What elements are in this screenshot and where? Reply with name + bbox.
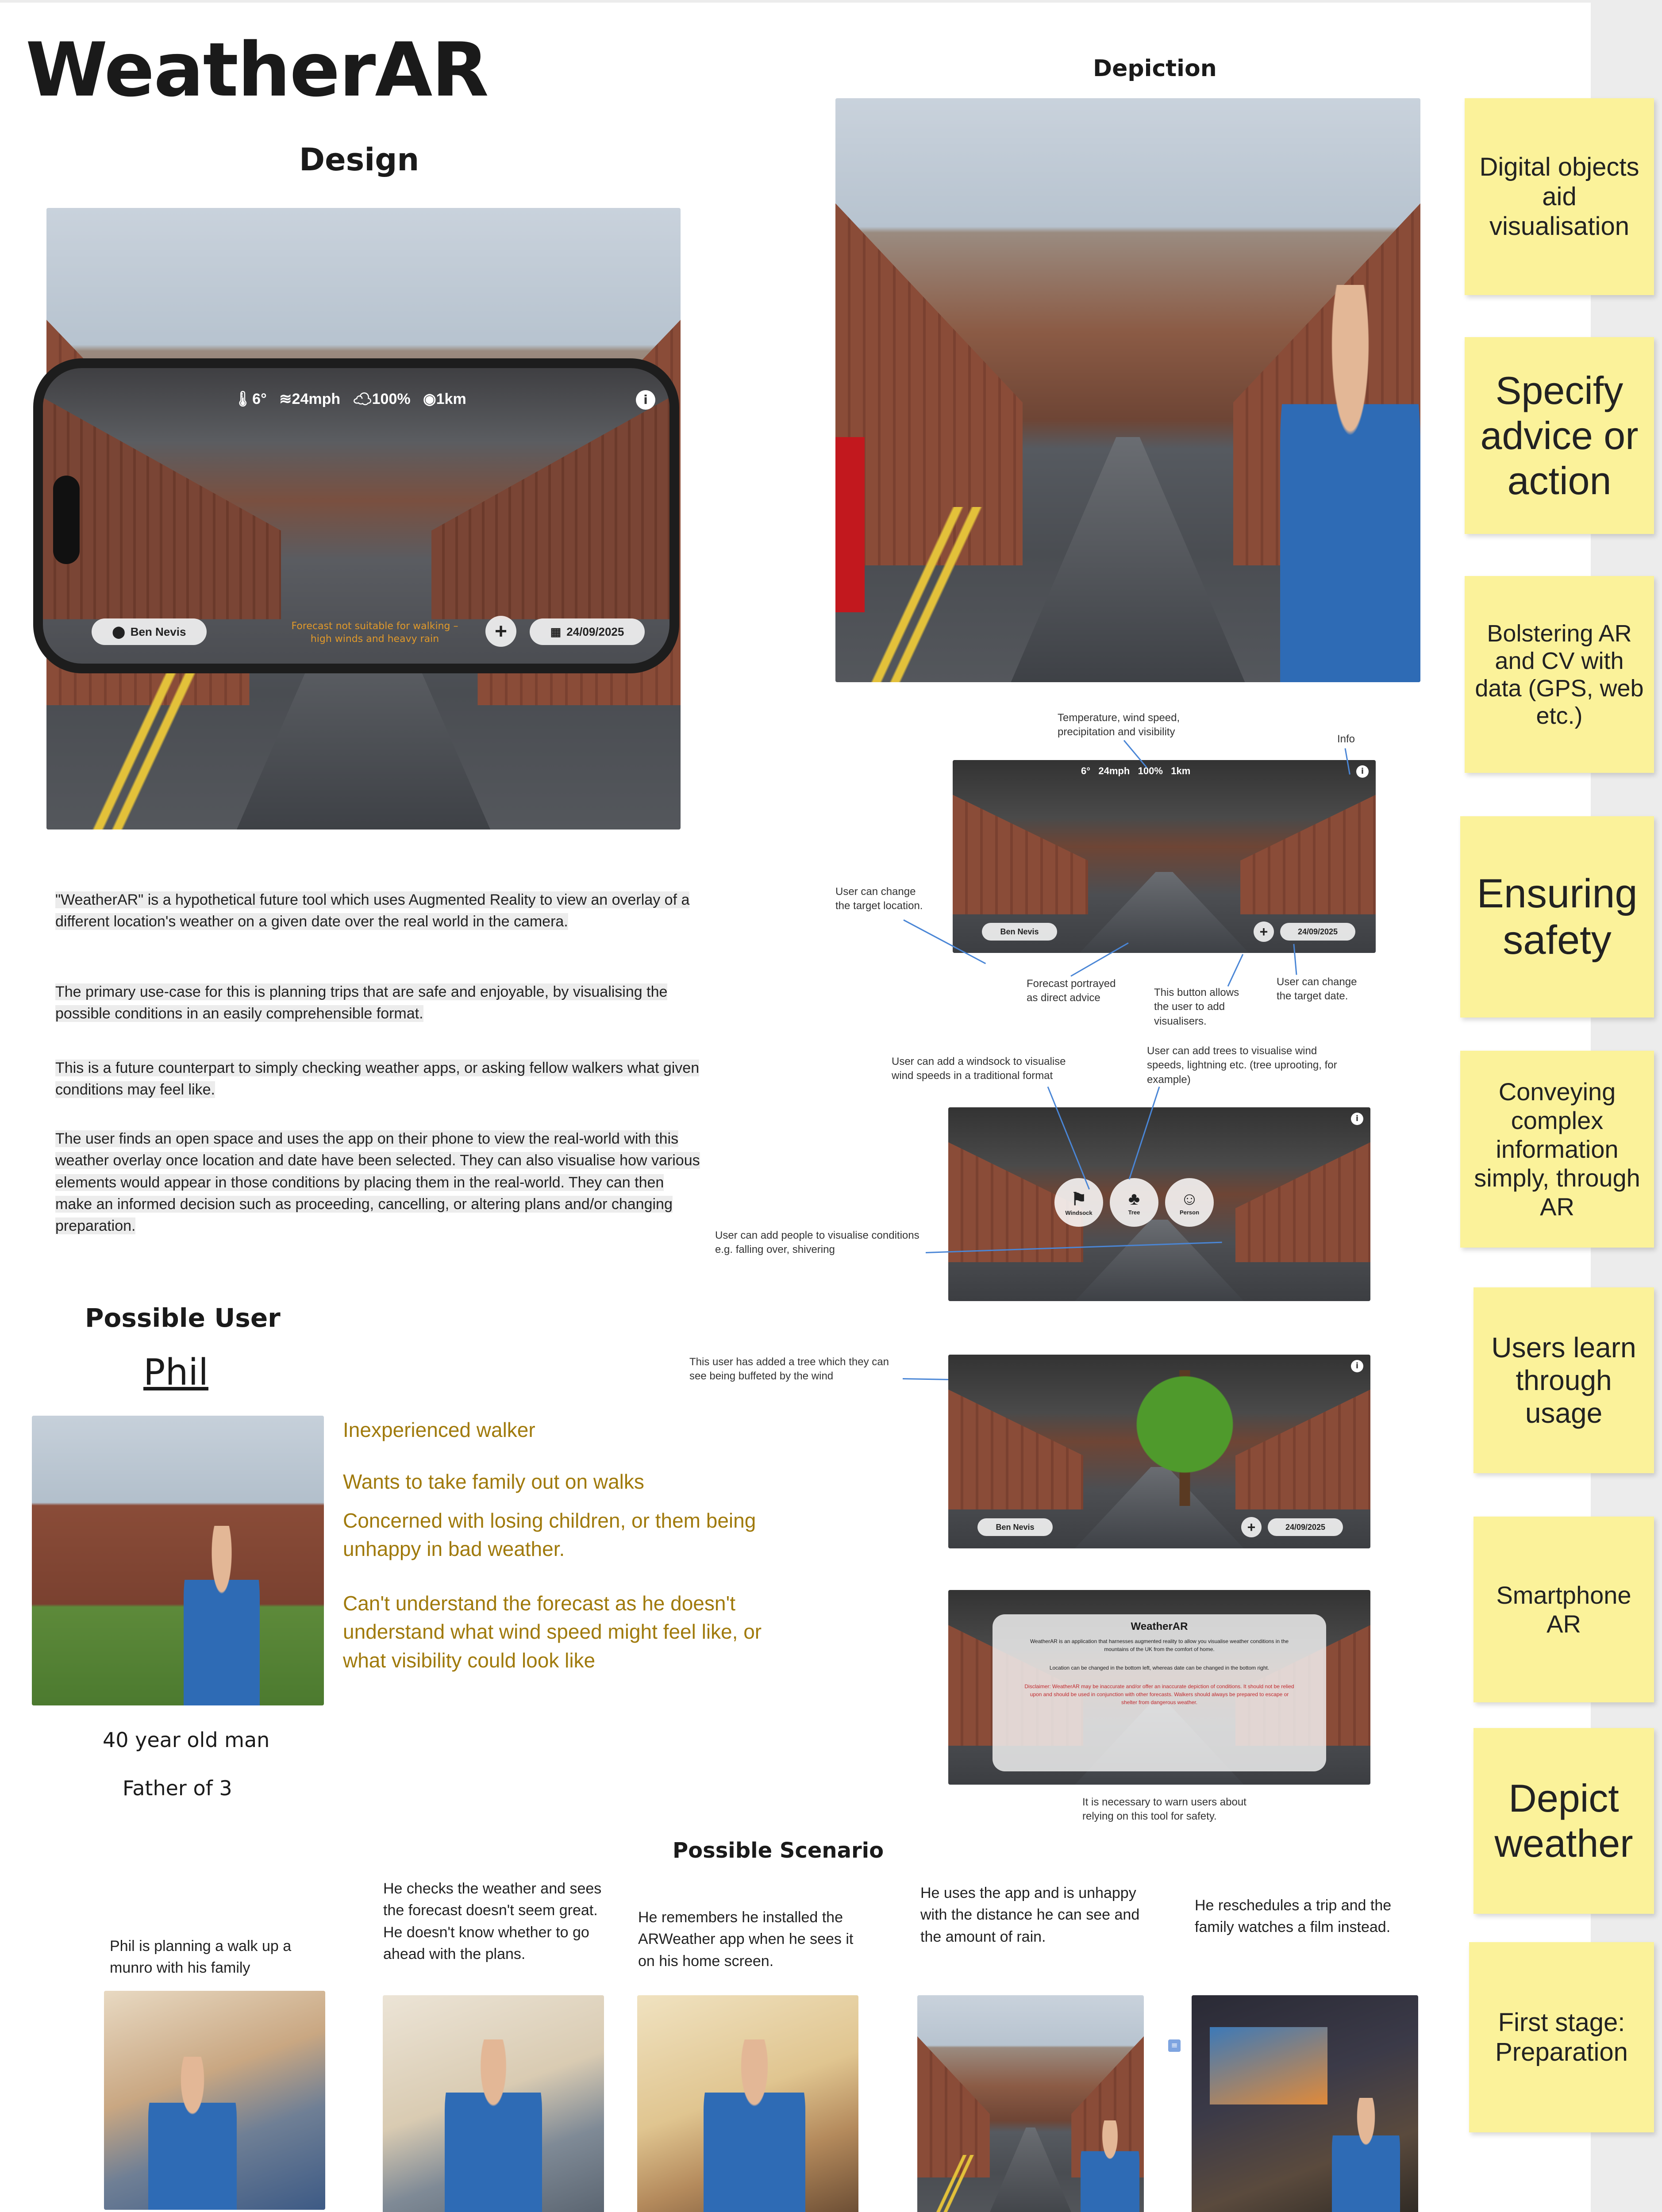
arrow-add [1227,954,1244,987]
annotation-forecast: Forecast portrayed as direct advice [1027,978,1116,1004]
rain-icon: ☁ [353,391,372,407]
windsock-icon: ⚑ [1071,1189,1087,1209]
sticky-visualisation[interactable] [1465,98,1654,295]
hud-temp: 6° [252,391,267,407]
user-photo [32,1416,324,1705]
info-icon[interactable]: i [636,390,655,410]
comment-icon[interactable]: ≡ [1168,2039,1181,2052]
sticky-advice-text: Specify advice or action [1480,368,1639,503]
thermometer-icon: 🌡 [233,391,253,407]
screen3-date-button[interactable] [1268,1518,1343,1536]
phone-hud-bar [233,390,466,408]
info-dialog-disclaimer: Disclaimer: WeatherAR may be inaccurate and/or offer an inaccurate depiction of conditions. It should not be relied upon and should be used in conjunction with other forecasts. Walkers should always be prepared to escape or shelter from dangerous weather. [1024,1683,1294,1705]
screen-hud-precip: 100% [1138,765,1163,776]
sticky-conveying[interactable] [1460,1051,1654,1248]
annotation-info: Info [1337,733,1355,745]
windsock-label: Windsock [1065,1209,1093,1216]
annotation-date: User can change the target date. [1277,976,1357,1002]
screen-location-label: Ben Nevis [1000,927,1039,936]
user-trait-1: Inexperienced walker [343,1418,535,1441]
top-edge [0,0,1591,3]
sticky-advice[interactable] [1465,337,1654,534]
screen3-location-label: Ben Nevis [996,1522,1035,1532]
scenario-photo-5 [1192,1995,1418,2212]
sticky-depict-text: Depict weather [1494,1776,1633,1865]
description-4-text: The user finds an open space and uses the app on their phone to view the real-world with this weather overlay once location and date have been selected. They can also visualise how various elements would appear in those conditions by placing them in the real-world. They can then make an informed decision such as proceeding, cancelling, or altering plans and/or changing preparation. [55,1130,700,1235]
scenario-photo-4 [917,1995,1144,2212]
sticky-bolstering[interactable] [1465,576,1654,773]
annotation-warning: It is necessary to warn users about relying on this tool for safety. [1082,1796,1246,1823]
user-trait-2: Wants to take family out on walks [343,1470,644,1493]
add-visualiser-button[interactable]: + [485,616,516,647]
annotation-tree-added: This user has added a tree which they can see being buffeted by the wind [689,1356,889,1382]
scenario-step-4: He uses the app and is unhappy with the distance he can see and the amount of rain. [920,1885,1140,1945]
screen-hud-temp: 6° [1081,765,1091,776]
description-2 [55,981,701,1025]
screen-hud-bar [1081,765,1190,777]
annotation-hud: Temperature, wind speed, precipitation and visibility [1058,712,1180,738]
info-dialog-title: WeatherAR [1131,1621,1188,1632]
person-option[interactable] [1165,1178,1214,1227]
phone-side-button [53,476,80,564]
scenario-step-5: He reschedules a trip and the family watches a film instead. [1195,1897,1392,1936]
description-4 [55,1128,701,1237]
sticky-depict[interactable] [1473,1728,1654,1914]
tv-screen [1210,2027,1327,2104]
annotation-trees: User can add trees to visualise wind speeds, lightning etc. (tree uprooting, for example) [1147,1045,1337,1086]
screen-info [948,1590,1370,1785]
sticky-safety[interactable] [1460,816,1654,1018]
tree-label: Tree [1128,1209,1140,1216]
user-age: 40 year old man [103,1728,270,1752]
screen-tree-added [948,1355,1370,1548]
screen-date-button[interactable] [1280,923,1355,941]
date-label: 24/09/2025 [566,625,624,638]
design-heading: Design [299,142,419,178]
phone-frame [33,358,679,673]
info-dialog [993,1614,1326,1771]
sticky-bolstering-text: Bolstering AR and CV with data (GPS, web etc.) [1475,620,1644,729]
page-title: WeatherAR [26,27,488,113]
description-2-text: The primary use-case for this is planning trips that are safe and enjoyable, by visualising the possible conditions in an easily comprehensible format. [55,983,668,1022]
annotation-windsock: User can add a windsock to visualise wind speeds in a traditional format [892,1056,1066,1082]
info-dialog-body2: Location can be changed in the bottom left, whereas date can be changed in the bottom right. [1049,1665,1270,1671]
scenario-step-3: He remembers he installed the ARWeather app when he sees it on his home screen. [638,1909,854,1970]
screen-visualisers [948,1107,1370,1301]
scenario-step-2: He checks the weather and sees the forecast doesn't seem great. He doesn't know whether to go ahead with the plans. [383,1880,602,1962]
screen3-info-icon[interactable]: i [1351,1360,1363,1372]
screen-info-icon[interactable]: i [1356,765,1369,778]
sticky-learn-text: Users learn through usage [1491,1332,1636,1429]
annotation-add: This button allows the user to add visualisers. [1154,987,1239,1027]
depiction-heading: Depiction [1093,55,1217,82]
sticky-conveying-text: Conveying complex information simply, through AR [1474,1078,1640,1221]
info-dialog-body: WeatherAR is an application that harnesses augmented reality to allow you visualise weather conditions in the mountains of the UK from the comfort of home. [1030,1638,1289,1652]
screen-hud-visibility: 1km [1171,765,1191,776]
sticky-smartphone-text: Smartphone AR [1496,1581,1631,1638]
wind-icon: ≋ [279,391,292,407]
description-1-text: "WeatherAR" is a hypothetical future tool which uses Augmented Reality to view an overlay of a different location's weather on a given date over the real world in the camera. [55,891,690,930]
scenario-photo-2 [383,1995,604,2212]
screen-date-label: 24/09/2025 [1297,927,1338,936]
user-trait-4: Can't understand the forecast as he doesn't understand what wind speed might feel like, or what visibility could look like [343,1592,762,1672]
screen-add-button[interactable]: + [1254,922,1274,942]
location-button[interactable] [92,618,207,645]
user-trait-3: Concerned with losing children, or them being unhappy in bad weather. [343,1509,756,1561]
advice-text: Forecast not suitable for walking – high winds and heavy rain [291,621,458,645]
description-1 [55,889,701,933]
scenario-step-1: Phil is planning a walk up a munro with his family [110,1938,292,1977]
hud-precip: 100% [372,391,411,407]
screen-hud-wind: 24mph [1098,765,1130,776]
sticky-smartphone[interactable] [1473,1517,1654,1702]
annotation-people: User can add people to visualise conditions e.g. falling over, shivering [715,1229,919,1256]
tree-icon: ♣ [1128,1189,1140,1209]
depiction-photo [835,98,1420,682]
eye-icon: ◉ [423,391,436,407]
description-3 [55,1057,701,1101]
person-label: Person [1179,1209,1200,1216]
scenario-photo-1 [104,1991,325,2210]
tree-option[interactable] [1110,1178,1158,1227]
scenario-heading: Possible Scenario [673,1838,884,1863]
windsock-option[interactable] [1054,1178,1103,1227]
phone-booth [835,437,865,612]
sticky-safety-text: Ensuring safety [1477,871,1638,963]
screen2-info-icon[interactable]: i [1351,1113,1363,1125]
sticky-first-stage-text: First stage: Preparation [1495,2008,1628,2066]
map-pin-icon: ⬤ [112,625,125,638]
description-3-text: This is a future counterpart to simply checking weather apps, or asking fellow walkers what given conditions may feel like. [55,1060,700,1098]
screen3-add-button[interactable]: + [1241,1517,1262,1537]
annotation-location: User can change the target location. [835,886,923,912]
screen-location-button[interactable] [982,923,1057,941]
user-name: Phil [143,1352,208,1394]
sticky-learn[interactable] [1473,1287,1654,1473]
screen3-date-label: 24/09/2025 [1285,1522,1326,1532]
location-label: Ben Nevis [130,625,186,638]
date-button[interactable] [530,618,645,645]
screen3-location-button[interactable] [977,1518,1053,1536]
scenario-photo-3 [637,1995,858,2212]
person-icon: ☺ [1180,1189,1199,1209]
user-heading: Possible User [85,1303,281,1333]
hud-visibility: 1km [436,391,466,407]
calendar-icon: ▦ [550,625,562,638]
hud-wind: 24mph [292,391,341,407]
screen-hud [953,760,1376,953]
user-family: Father of 3 [123,1776,232,1800]
sticky-visualisation-text: Digital objects aid visualisation [1479,153,1639,241]
sticky-first-stage[interactable] [1469,1942,1654,2132]
